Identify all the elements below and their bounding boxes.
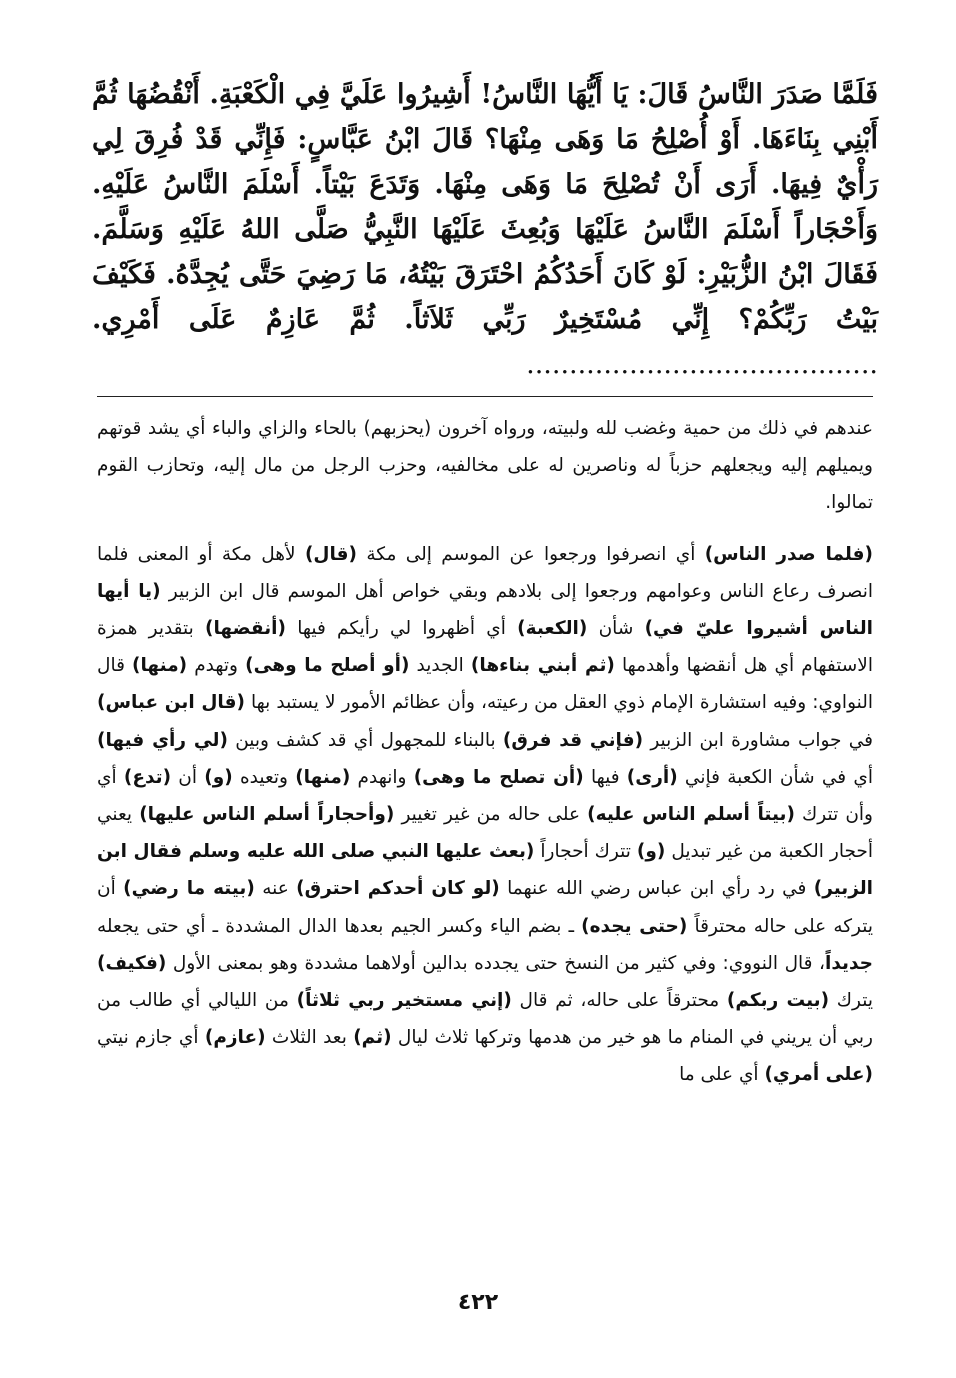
commentary-quote: (بيته ما رضي) bbox=[123, 878, 255, 900]
hadith-matn bbox=[92, 72, 878, 387]
commentary-quote: (و) bbox=[636, 841, 666, 863]
commentary-text: لأهل مكة أو المعنى فلما انصرف رعاع الناس وعوامهم ورجعوا إلى بلادهم وبقي خواص أهل الموسم قال ابن الزبير bbox=[97, 543, 873, 602]
commentary-paragraph-1: عندهم في ذلك من حمية وغضب لله ولبيته، ورواه آخرون (يحزبهم) بالحاء والزاي والباء أي يشد قوتهم ويميلهم إليه ويجعلهم حزباً له وناصرين له على مخالفيه، وحزب الرجل من مال إليه، وتحازب القوم تمالوا. bbox=[97, 418, 873, 514]
commentary-quote: (فلما صدر الناس) bbox=[704, 543, 873, 565]
commentary-text: من الليالي أي طالب من ربي أن يريني في المنام ما هو خير من هدمها وتركها ثلاث ليال bbox=[97, 990, 873, 1049]
commentary-text: وتعيده bbox=[232, 766, 296, 788]
commentary-text: وتهدم bbox=[187, 655, 246, 677]
commentary-text: أي جازم نيتي bbox=[97, 1027, 205, 1049]
commentary-text: تترك أحجاراً bbox=[534, 841, 637, 863]
commentary-quote: (أن تصلح ما وهى) bbox=[413, 766, 584, 788]
commentary-quote: (لو كان أحدكم احترق) bbox=[296, 878, 500, 900]
commentary-text: محترقاً على حاله، ثم قال bbox=[511, 990, 727, 1012]
commentary-quote: (و) bbox=[204, 766, 233, 788]
commentary-text: فيها bbox=[583, 766, 627, 788]
commentary-block bbox=[97, 410, 873, 1094]
commentary-quote: (يا أيها الناس أشيروا عليّ في) bbox=[97, 580, 873, 640]
commentary-quote: (ثم أبني بناءها) bbox=[470, 655, 615, 677]
commentary-text: قال النواوي: وفيه استشارة الإمام ذوي العقل من رعيته، وأن عظائم الأمور لا يستبد بها bbox=[97, 655, 873, 714]
commentary-quote: (الكعبة) bbox=[517, 618, 588, 640]
commentary-quote: (لي رأي فيها) bbox=[97, 729, 228, 751]
commentary-quote: (قال ابن عباس) bbox=[97, 692, 245, 714]
matn-text: فَلَمَّا صَدَرَ النَّاسُ قَالَ: يَا أَيُّهَا النَّاسُ! أَشِيرُوا عَلَيَّ فِي الْكَعْبَةِ. أَنْقُضُهَا ثُمَّ أَبْنِي بِنَاءَهَا. أَوْ أُصْلِحُ مَا وَهَى مِنْهَا؟ قَالَ ابْنُ عَبَّاسٍ: فَإِنِّي قَدْ فُرِقَ لِي رَأْيٌ فِيهَا. أَرَى أَنْ تُصْلِحَ مَا وَهَى مِنْهَا. وَتَدَعَ بَيْتاً. أَسْلَمَ النَّاسُ عَلَيْهِ. وَأَحْجَاراً أَسْلَمَ النَّاسُ عَلَيْهَا وَبُعِثَ عَلَيْهَا النَّبِيُّ صَلَّى اللهُ عَلَيْهِ وَسَلَّمَ. فَقَالَ ابْنُ الزُّبَيْرِ: لَوْ كَانَ أَحَدُكُمُ احْتَرَقَ بَيْتُهُ، مَا رَضِيَ حَتَّى يُجِدَّهُ. فَكَيْفَ بَيْتُ رَبِّكُمْ؟ إِنِّي مُسْتَخِيرٌ رَبِّي ثَلاَثاً. ثُمَّ عَازِمٌ عَلَى أَمْرِي. bbox=[92, 79, 878, 335]
footnote-divider bbox=[97, 396, 873, 397]
commentary-quote: (أرى) bbox=[626, 766, 678, 788]
commentary-quote: (على أمري) bbox=[764, 1064, 873, 1086]
commentary-quote: (أو أصلح ما وهى) bbox=[245, 655, 410, 677]
commentary-quote: (أنقضها) bbox=[205, 618, 286, 640]
commentary-text: بالبناء للمجهول أي قد كشف وبين bbox=[227, 729, 503, 751]
commentary-text: بتقدير همزة الاستفهام أي هل أنقضها وأهدمها bbox=[97, 618, 873, 677]
commentary-quote: (عازم) bbox=[204, 1027, 266, 1049]
commentary-quote: (حتى يجده) bbox=[581, 915, 688, 937]
commentary-text: ، قال النووي: وفي كثير من النسخ حتى يجدده بدالين أولاهما مشددة وهو بمعنى الأول bbox=[166, 952, 825, 974]
commentary-text: أي في شأن الكعبة فإني bbox=[677, 766, 873, 788]
commentary-text: ـ بضم الياء وكسر الجيم بعدها الدال المشددة ـ أي حتى يجعله bbox=[97, 915, 582, 937]
matn-ellipsis: ......................................... bbox=[526, 349, 878, 380]
commentary-text: أي أظهروا لي رأيكم فيها bbox=[285, 618, 518, 640]
commentary-quote: (فإني قد فرق) bbox=[502, 729, 644, 751]
commentary-quote: (منها) bbox=[295, 766, 351, 788]
commentary-text: يترك bbox=[829, 990, 873, 1012]
commentary-quote: (ثم) bbox=[353, 1027, 392, 1049]
commentary-text: الجديد bbox=[409, 655, 471, 677]
commentary-text: شأن bbox=[587, 618, 645, 640]
commentary-quote: (فكيف) bbox=[97, 952, 167, 974]
commentary-quote: (وأحجاراً أسلم الناس عليها) bbox=[139, 804, 395, 826]
commentary-text: بعد الثلاث bbox=[265, 1027, 354, 1049]
commentary-quote: جديداً bbox=[825, 952, 873, 974]
commentary-text: وانهدم bbox=[350, 766, 414, 788]
hadith-text-block bbox=[92, 72, 878, 387]
commentary-quote: (بيتاً أسلم الناس عليه) bbox=[587, 804, 795, 826]
page-number: ٤٢٢ bbox=[457, 1290, 499, 1315]
commentary-text: في رد رأي ابن عباس رضي الله عنهما bbox=[499, 878, 814, 900]
commentary-text: أن يتركه على حاله محترقاً bbox=[97, 878, 874, 937]
commentary-quote: (بيت ربكم) bbox=[726, 990, 830, 1012]
commentary-text: في جواب مشاورة ابن الزبير bbox=[643, 729, 873, 751]
commentary-paragraph-2 bbox=[97, 536, 873, 1094]
commentary-text: على حاله من غير تغيير bbox=[394, 804, 588, 826]
commentary-text: يعني أحجار الكعبة من غير تبديل bbox=[97, 804, 873, 863]
commentary-quote: (إني مستخير ربي ثلاثاً) bbox=[296, 990, 512, 1012]
commentary-text: عنه bbox=[254, 878, 297, 900]
commentary-quote: (تدع) bbox=[123, 766, 172, 788]
commentary-text: أي وأن تترك bbox=[97, 766, 873, 826]
commentary-quote: (منها) bbox=[132, 655, 188, 677]
commentary-text: أي على ما bbox=[679, 1064, 765, 1086]
commentary-quote: (قال) bbox=[304, 543, 357, 565]
commentary-text: أن bbox=[171, 766, 205, 788]
commentary-quote: (بعث عليها النبي صلى الله عليه وسلم فقال ابن الزبير) bbox=[97, 841, 873, 900]
commentary-text: أي انصرفوا ورجعوا عن الموسم إلى مكة bbox=[356, 543, 705, 565]
